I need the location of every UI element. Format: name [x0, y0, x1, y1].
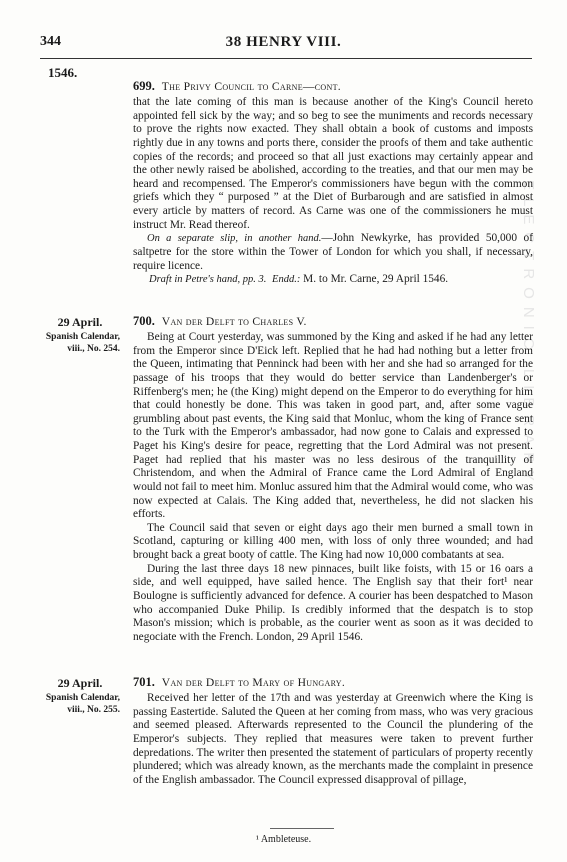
- draft-note: [133, 273, 533, 287]
- entry-body-700: [133, 331, 533, 644]
- entry-heading-700: [133, 314, 307, 329]
- paragraph: Being at Court yesterday, was summoned by the King and asked if he had any letter from the Emperor since D'Eick left. Replied that he had had nothing but a letter from the Queen, intimating that Penninck had been with her and she had so arranged for the passage of his troops that they would do better service than Landenberger's or Riffenberg's men; he (the King) might depend on the Emperor to do everything for him that could honestly be done. This was taken in good part, and, after some vague grumbling about past events, the King said that Monluc, whom the king of France sent to the Turk with the Emperor's ambassador, had now gone to Calais and expressed to Paget his King's desire for peace, regretting that the Lord Admiral was not present. Paget had replied that his master was no less desirous of the tranquillity of Christendom, and when the Admiral of France came the Lord Admiral of England would not fail to meet him. Monluc assured him that the Admiral would come, who was now expected at Calais. The King added that, nevertheless, he did not slacken his efforts.: [133, 331, 533, 521]
- entry-number: 700.: [133, 314, 155, 328]
- entry-heading-699: [133, 79, 341, 94]
- page-number: 344: [40, 34, 61, 49]
- entry-date-700: 29 April.: [57, 315, 103, 329]
- paragraph: During the last three days 18 new pinnaces, built like foists, with 15 or 16 oars a side, and well equipped, have sailed hence. The English say that their fort¹ near Boulogne is sufficiently advanced for defence. A courier has been despatched to Mason who accompanied Duke Philip. Is credibly informed that the despatch is to stop Mason's mission; which is probable, as the courier went as soon as it was decided to negociate with the French. London, 29 April 1546.: [133, 562, 533, 643]
- slip-note: [133, 232, 533, 273]
- draft-label: Draft in Petre's hand, pp. 3.: [149, 274, 267, 286]
- entry-source-700: Spanish Calendar, viii., No. 254.: [45, 332, 120, 354]
- footnote-rule: [270, 828, 334, 829]
- entry-number: 701.: [133, 675, 155, 689]
- entry-title: Van der Delft to Mary of Hungary.: [161, 676, 346, 689]
- entry-heading-701: [133, 675, 345, 690]
- entry-source-701: Spanish Calendar, viii., No. 255.: [45, 693, 120, 715]
- page-header: [0, 34, 567, 54]
- paragraph: The Council said that seven or eight days ago their men burned a small town in Scotland, capturing or killing 400 men, with loss of only three wounded; and had brought back a great booty of cattle. The King had now 10,000 combatants at sea.: [133, 521, 533, 561]
- endd-text: M. to Mr. Carne, 29 April 1546.: [303, 273, 449, 286]
- entry-date-701: 29 April.: [57, 676, 103, 690]
- watermark: ELECTRONIC LIBRARY: [520, 180, 537, 489]
- endd-label: Endd.:: [272, 274, 301, 286]
- entry-title: Van der Delft to Charles V.: [161, 315, 307, 328]
- header-rule: [40, 58, 532, 59]
- slip-text: —John Newkyrke, has provided 50,000 of saltpetre for the store within the Tower of London for which you shall, if necessary, require licence.: [133, 232, 533, 272]
- paragraph: Received her letter of the 17th and was yesterday at Greenwich where the King is passing Eastertide. Saluted the Queen at her coming from mass, who was very gracious and seemed pleased. Afterwards represented to the Council the plundering of the Emperor's subjects. They replied that measures were taken to prevent further depredations. The writer then presented the statement of particulars of property recently plundered; which was already known, as the merchants made the complaint in presence of the English ambassador. The Council expressed disapproval of pillage,: [133, 692, 533, 786]
- entry-body-699: [133, 96, 533, 287]
- footnote: ¹ Ambleteuse.: [255, 834, 312, 845]
- paragraph: that the late coming of this man is because another of the King's Council hereto appointed fell sick by the way; and so beg to see the muniments and records necessary to prove the rights now exacted. They shall obtain a book of customs and imposts rightly due in any towns and ports there, consider the proofs of them and take authentic copies of the records; and proceed so that all just exactions may certainly appear and the other newly raised be abolished, according to the treaties, and that our men may be heard and recompensed. The Emperor's commissioners have begun with the common griefs which they “ purposed ” at the Diet of Burbarough and are satisfied in almost every article by matters of record. As Carne was one of the commissioners he must instruct Mr. Read thereof.: [133, 96, 533, 231]
- slip-prefix: On a separate slip, in another hand.: [147, 233, 322, 245]
- entry-body-701: [133, 692, 533, 787]
- running-head: 38 HENRY VIII.: [225, 34, 342, 50]
- margin-year: 1546.: [48, 65, 78, 80]
- entry-title: The Privy Council to Carne—cont.: [161, 80, 341, 93]
- entry-number: 699.: [133, 79, 155, 93]
